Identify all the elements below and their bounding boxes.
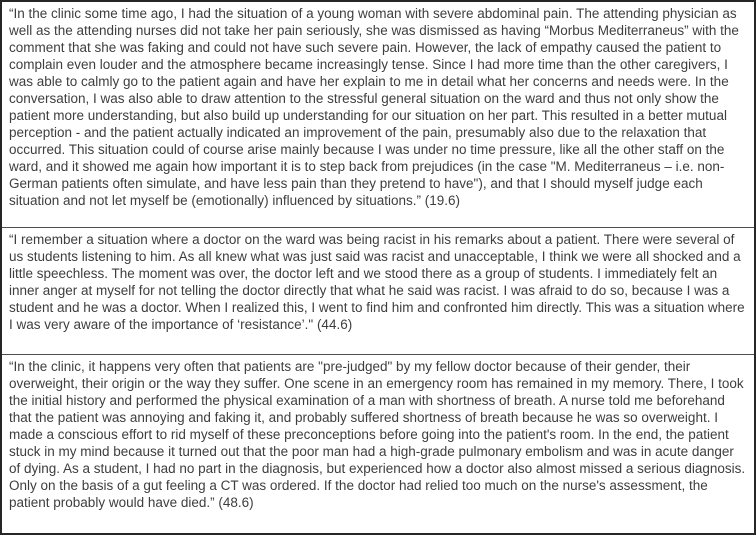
quote-text-3: “In the clinic, it happens very often that patients are "pre-judged" by my fellow doctor because of their gender, their overweight, their origin or the way they suffer. One scene in an emergency room has remained in my memory. There, I took the initial history and performed the physical examination of a man with shortness of breath. A nurse told me beforehand that the patient was annoying and faking it, and probably suffered shortness of breath because he was so overweight. I made a conscious effort to rid myself of these preconceptions before going into the patient's room. In the end, the patient stuck in my mind because it turned out that the poor man had a high-grade pulmonary embolism and was in acute danger of dying. As a student, I had no part in the diagnosis, but experienced how a doctor also almost missed a serious diagnosis. Only on the basis of a gut feeling a CT was ordered. If the doctor had relied too much on the nurse's assessment, the patient probably would have died.” (9, 359, 746, 510)
quote-block-2 (2, 227, 754, 354)
quote-ref-2: (44.6) (316, 317, 353, 332)
quote-text-1: “In the clinic some time ago, I had the situation of a young woman with severe abdominal pain. The attending physician as well as the attending nurses did not take her pain seriously, she was dismissed as having “Morbus Mediterraneus” with the comment that she was faking and could not have such severe pain. However, the lack of empathy caused the patient to complain even louder and the atmosphere became increasingly tense. Since I had more time than the other caregivers, I was able to calmly go to the patient again and have her explain to me in detail what her concerns and needs were. In the conversation, I was also able to draw attention to the stressful general situation on the ward and thus not only show the patient more understanding, but also build up understanding for our situation on her part. This resulted in a better mutual perception - and the patient actually indicated an improvement of the pain, presumably also due to the relaxation that occurred. This situation could of course arise mainly because I was under no time pressure, like all the other staff on the ward, and it showed me again how important it is to step back from prejudices (in the case "M. Mediterraneus – i.e. non-German patients often simulate, and have less pain than they pretend to have"), and that I should myself judge each situation and not let myself be (emotionally) influenced by situations.” (9, 6, 739, 208)
quote-block-1 (2, 2, 754, 227)
quote-block-3 (2, 354, 754, 533)
quote-ref-1: (19.6) (424, 193, 461, 208)
quote-text-2: “I remember a situation where a doctor on the ward was being racist in his remarks about a patient. There were several of us students listening to him. As all knew what was just said was racist and unacceptable, I think we were all shocked and a little speechless. The moment was over, the doctor left and we stood there as a group of students. I immediately felt an inner anger at myself for not telling the doctor directly that what he said was racist. I was afraid to do so, because I was a student and he was a doctor. When I realized this, I went to find him and confronted him directly. This was a situation where I was very aware of the importance of ‘resistance’." (9, 232, 745, 332)
quote-ref-3: (48.6) (218, 495, 254, 510)
